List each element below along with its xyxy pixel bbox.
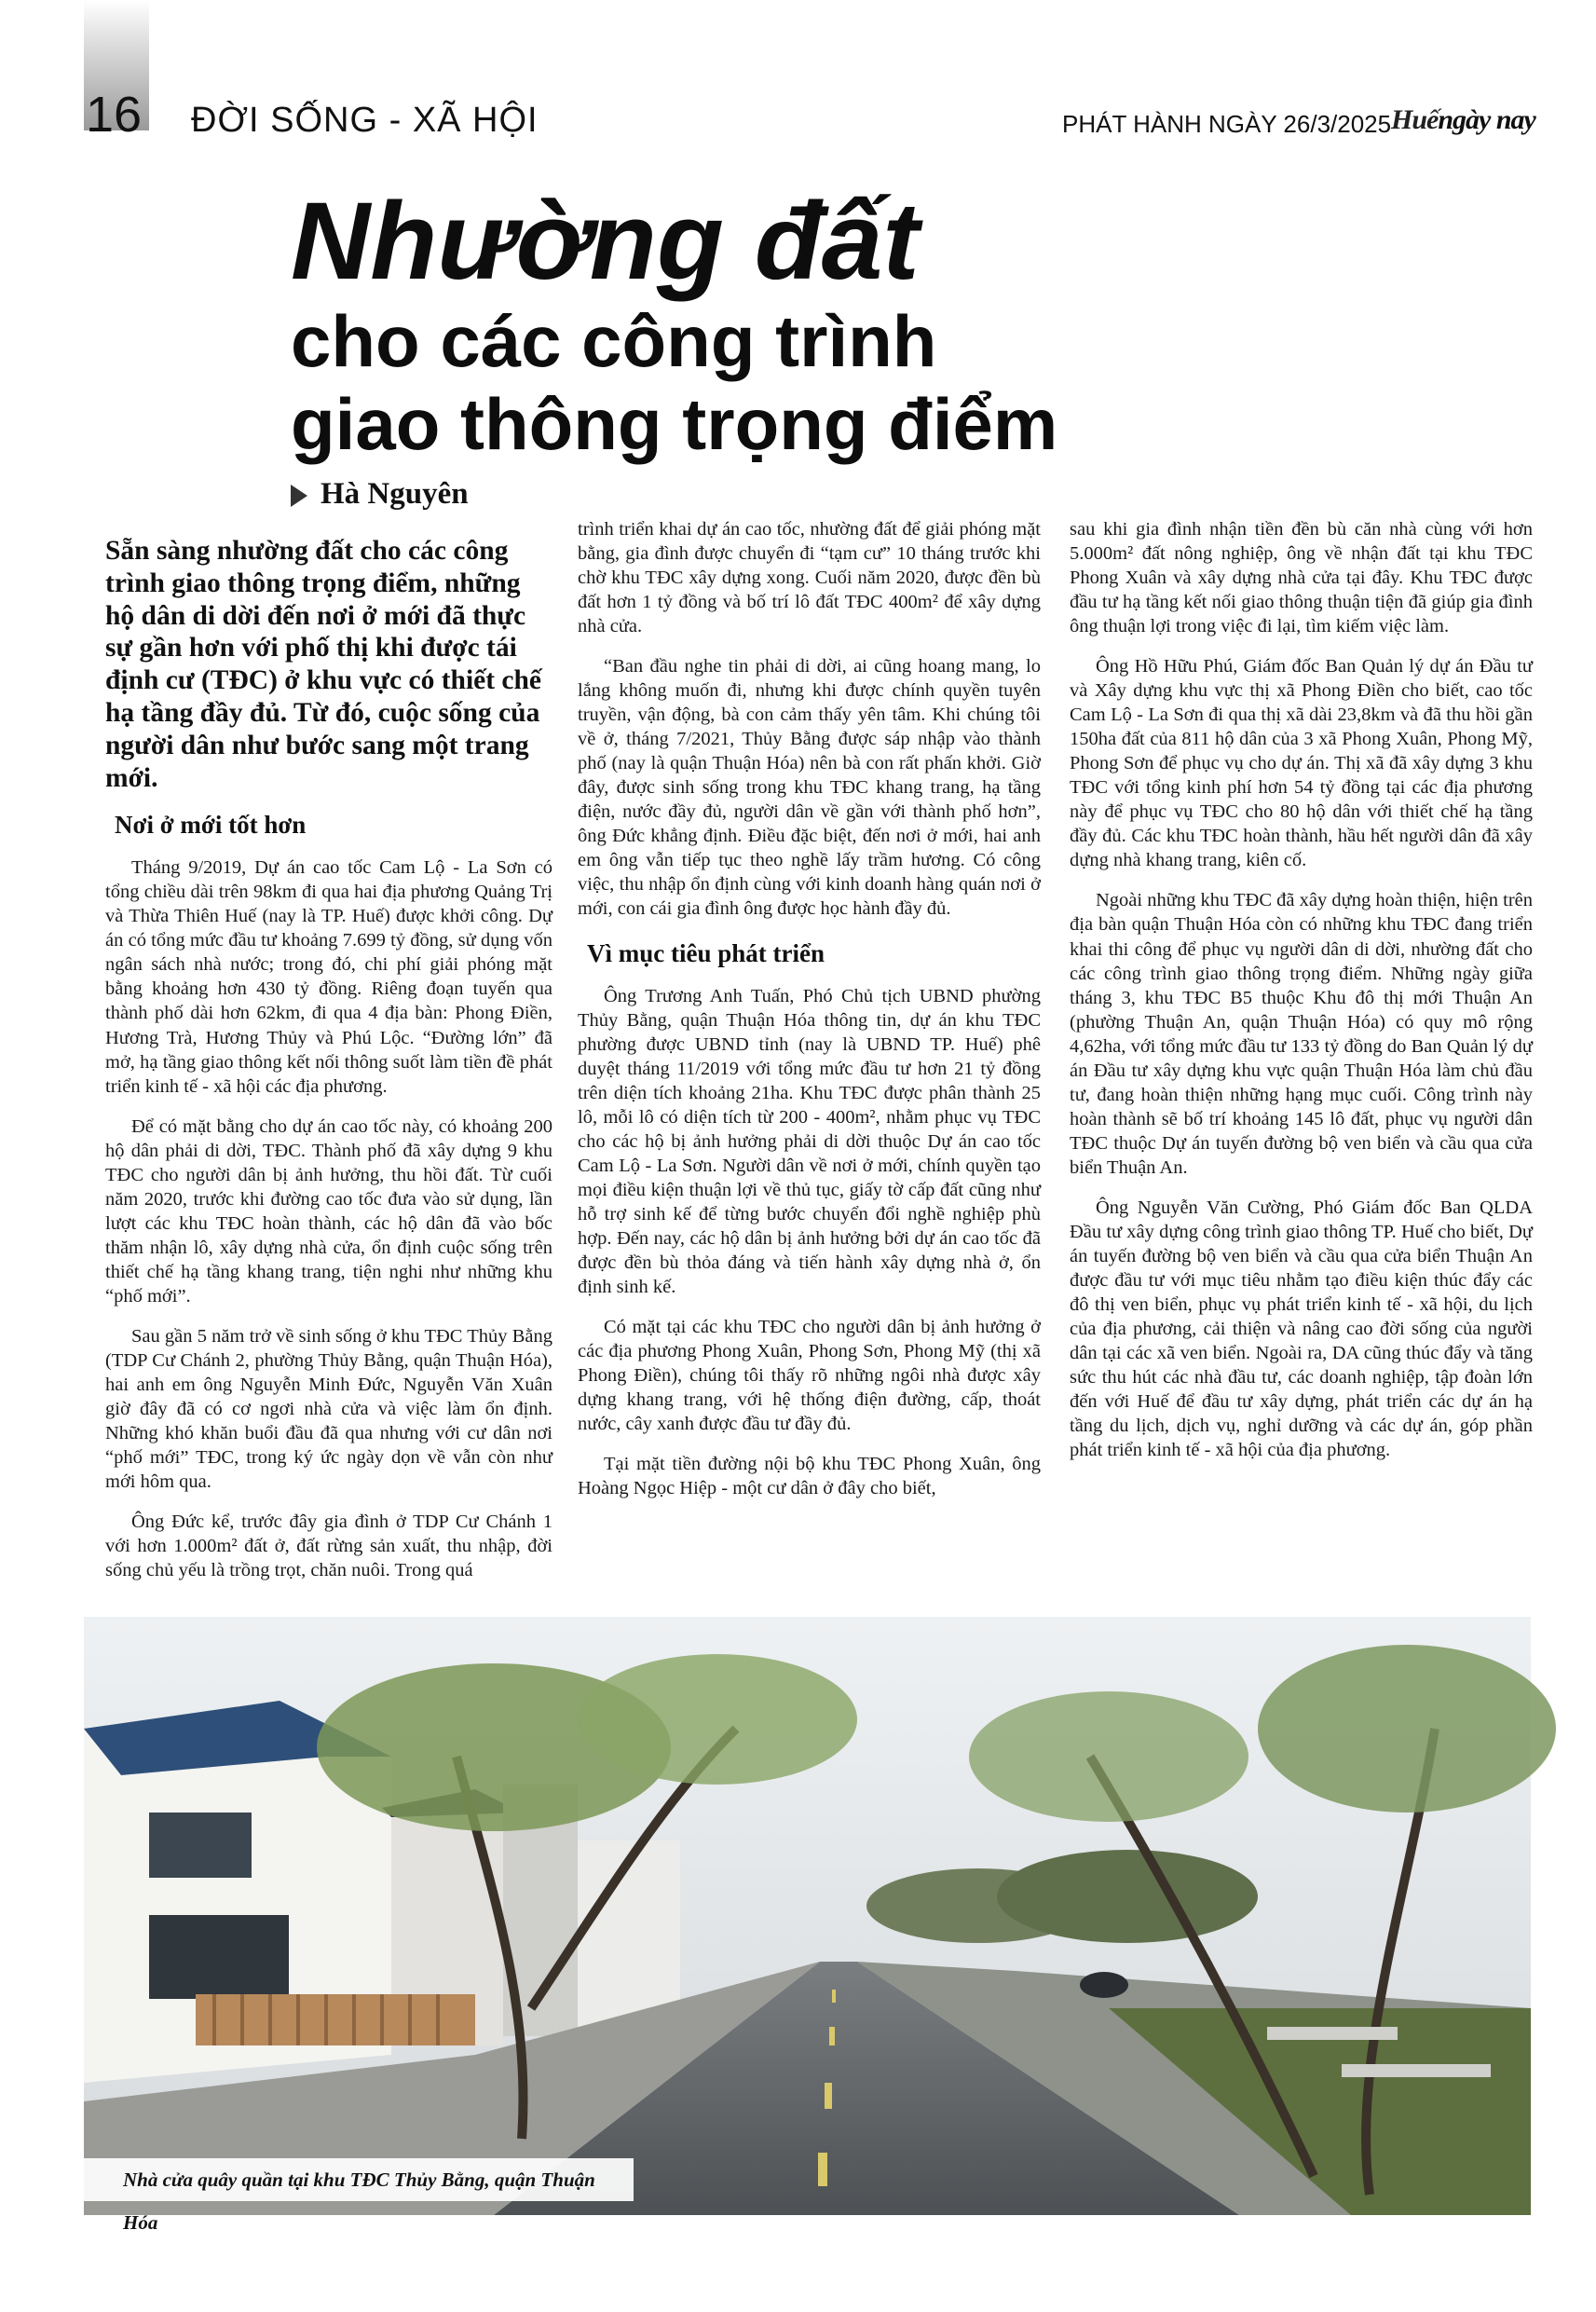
newspaper-logo [1391,104,1535,136]
paragraph: Ngoài những khu TĐC đã xây dựng hoàn thiện, hiện trên địa bàn quận Thuận Hóa còn có những khu TĐC đang triển khai thi công để phục vụ người dân di dời, nhường đất cho các công trình giao thông trọng điểm. Những ngày giữa tháng 3, khu TĐC B5 thuộc Khu đô thị mới Thuận An (phường Thuận An, quận Thuận Hóa) có quy mô rộng 4,62ha, với tổng mức đầu tư 133 tỷ đồng do Ban Quản lý dự án Đầu tư xây dựng khu vực quận Thuận Hóa làm chủ đầu tư, đang hoàn thiện những hạng mục cuối. Công trình này hoàn thành sẽ bố trí khoảng 145 lô đất, phục vụ người dân TĐC thuộc Dự án tuyến đường bộ ven biển và cầu qua cửa biển Thuận An. [1070,890,1533,1178]
logo-part-left: Huế [1391,104,1439,135]
paragraph: Để có mặt bằng cho dự án cao tốc này, có khoảng 200 hộ dân phải di dời, TĐC. Thành phố đã xây dựng 9 khu TĐC cho người dân bị ảnh hưởng, thu hồi đất. Từ cuối năm 2020, trước khi đường cao tốc đưa vào sử dụng, lần lượt các khu TĐC hoàn thành, các hộ dân đã vào bốc thăm nhận lô, xây dựng nhà cửa, ổn định cuộc sống trên thiết chế hạ tầng khang trang, tiện nghi như những khu “phố mới”. [105,1115,552,1306]
logo-part-right: ngày nay [1438,104,1535,135]
street-scene-illustration [84,1617,1531,2215]
paragraph: trình triển khai dự án cao tốc, nhường đất để giải phóng mặt bằng, gia đình được chuyển đi “tạm cư” 10 tháng trước khi chờ khu TĐC xây dựng xong. Cuối năm 2020, được đền bù đất hơn 1 tỷ đồng và bố trí lô đất TĐC 400m² để xây dựng nhà cửa. [578,519,1041,637]
paragraph: Ông Hồ Hữu Phú, Giám đốc Ban Quản lý dự án Đầu tư và Xây dựng khu vực thị xã Phong Điền cho biết, cao tốc Cam Lộ - La Sơn đi qua thị xã dài 23,8km và đã thu hồi gần 150ha đất của 811 hộ dân của 3 xã Phong Xuân, Phong Mỹ, Phong Sơn để phục vụ cho dự án. Thị xã đã xây dựng 3 khu TĐC với tổng kinh phí hơn 54 tỷ đồng tại các địa phương này để phục vụ TĐC cho 80 hộ dân với thiết chế hạ tầng đầy đủ. Các khu TĐC hoàn thành, hầu hết người dân đã xây dựng nhà khang trang, kiên cố. [1070,656,1533,871]
article-subtitle [291,300,1316,466]
column-3 [1070,517,1533,1478]
column-1 [105,809,552,1598]
section-label: ĐỜI SỐNG - XÃ HỘI [191,101,539,140]
publish-date: PHÁT HÀNH NGÀY 26/3/2025 [1062,110,1392,138]
photo-caption: Nhà cửa quây quần tại khu TĐC Thủy Bằng, quận Thuận Hóa [84,2158,634,2201]
subheading-new-home: Nơi ở mới tốt hơn [115,811,307,839]
subheading-development: Vì mục tiêu phát triển [587,938,825,967]
article-title: Nhường đất [291,180,920,303]
subtitle-line-2: giao thông trọng điểm [291,382,1058,465]
paragraph: Sau gần 5 năm trở về sinh sống ở khu TĐC Thủy Bằng (TDP Cư Chánh 2, phường Thủy Bằng, quận Thuận Hóa), hai anh em ông Nguyễn Minh Đức, Nguyễn Văn Xuân giờ đây đã có cơ ngơi nhà cửa và việc làm ổn định. Những khó khăn buổi đầu đã qua nhưng với cư dân nơi “phố mới” TĐC, trong ký ức ngày dọn về vẫn còn như mới hôm qua. [105,1325,552,1493]
paragraph: Tại mặt tiền đường nội bộ khu TĐC Phong Xuân, ông Hoàng Ngọc Hiệp - một cư dân ở đây cho biết, [578,1454,1041,1499]
author-name: Hà Nguyên [321,477,469,511]
page-number: 16 [86,87,143,143]
subtitle-line-1: cho các công trình [291,300,937,382]
paragraph: Tháng 9/2019, Dự án cao tốc Cam Lộ - La Sơn có tổng chiều dài trên 98km đi qua hai địa phương Quảng Trị và Thừa Thiên Huế (nay là TP. Huế) được khởi công. Dự án có tổng mức đầu tư khoảng 7.699 tỷ đồng, sử dụng vốn ngân sách nhà nước; trong đó, chi phí giải phóng mặt bằng khoảng hơn 430 tỷ đồng. Riêng đoạn tuyến qua thành phố dài hơn 62km, đi qua 4 địa bàn: Phong Điền, Hương Trà, Hương Thủy và Phú Lộc. “Đường lớn” đã mở, hạ tầng giao thông kết nối thông suốt làm tiền đề phát triển kinh tế - xã hội các địa phương. [105,857,552,1097]
byline [291,477,469,512]
play-triangle-icon [291,485,307,507]
paragraph: Ông Đức kể, trước đây gia đình ở TDP Cư Chánh 1 với hơn 1.000m² đất ở, đất rừng sản xuất, thu nhập, đời sống chủ yếu là trồng trọt, chăn nuôi. Trong quá [105,1512,552,1581]
paragraph: “Ban đầu nghe tin phải di dời, ai cũng hoang mang, lo lắng không muốn đi, nhưng khi được chính quyền tuyên truyền, vận động, bà con cảm thấy yên tâm. Khi chúng tôi về ở, tháng 7/2021, Thủy Bằng được sáp nhập vào thành phố (nay là quận Thuận Hóa) nên bà con rất phấn khởi. Giờ đây, được sinh sống trong khu TĐC khang trang, hạ tầng điện, nước đầy đủ, người dân về gần với thành phố hơn”, ông Đức khẳng định. Điều đặc biệt, đến nơi ở mới, hai anh em ông vẫn tiếp tục theo nghề lấy trầm hương. Có công việc, thu nhập ổn định cùng với kinh doanh hàng quán nơi ở mới, con cái gia đình ông được học hành đầy đủ. [578,656,1041,920]
column-2 [578,517,1041,1516]
paragraph: Ông Trương Anh Tuấn, Phó Chủ tịch UBND phường Thủy Bằng, quận Thuận Hóa thông tin, dự án khu TĐC phường được UBND tỉnh (nay là UBND TP. Huế) phê duyệt tháng 11/2019 với tổng mức đầu tư hơn 21 tỷ đồng trên diện tích khoảng 21ha. Khu TĐC được phân thành 25 lô, mỗi lô có diện tích từ 200 - 400m², nhằm phục vụ TĐC cho các hộ bị ảnh hưởng phải di dời thuộc Dự án cao tốc Cam Lộ - La Sơn. Người dân về nơi ở mới, chính quyền tạo mọi điều kiện thuận lợi về thủ tục, giấy tờ cấp đất cũng như hỗ trợ sinh kế để từng bước chuyển đổi nghề nghiệp phù hợp. Đến nay, các hộ dân bị ảnh hưởng bởi dự án cao tốc đã được đền bù thỏa đáng và tiến hành xây dựng nhà ở, ổn định sinh kế. [578,985,1041,1298]
paragraph: Ông Nguyễn Văn Cường, Phó Giám đốc Ban QLDA Đầu tư xây dựng công trình giao thông TP. Huế cho biết, Dự án tuyến đường bộ ven biển và cầu qua cửa biển Thuận An được đầu tư với mục tiêu nhằm tạo điều kiện thúc đẩy các đô thị ven biển, phục vụ phát triển kinh tế - xã hội, du lịch của địa phương, cải thiện và nâng cao đời sống của người dân tại các xã ven biển. Ngoài ra, DA cũng thúc đẩy và tăng sức thu hút các nhà đầu tư, các doanh nghiệp, tập đoàn lớn đến với Huế để đầu tư xây dựng, phát triển các dự án hạ tầng du lịch, dịch vụ, nghỉ dưỡng và các dự án, góp phần phát triển kinh tế - xã hội của địa phương. [1070,1197,1533,1461]
street-photo [84,1617,1531,2234]
paragraph: sau khi gia đình nhận tiền đền bù căn nhà cùng với hơn 5.000m² đất nông nghiệp, ông về nhận đất tại khu TĐC Phong Xuân và xây dựng nhà cửa tại đây. Khu TĐC được đầu tư hạ tầng kết nối giao thông thuận tiện đã giúp gia đình ông thuận lợi trong việc đi lại, tìm kiếm việc làm. [1070,519,1533,637]
paragraph: Có mặt tại các khu TĐC cho người dân bị ảnh hưởng ở các địa phương Phong Xuân, Phong Sơn, Phong Mỹ (thị xã Phong Điền), chúng tôi thấy rõ những ngôi nhà được xây dựng khang trang, với hệ thống điện đường, cấp, thoát nước, cây xanh được đầu tư đầy đủ. [578,1317,1041,1435]
lead-paragraph: Sẵn sàng nhường đất cho các công trình giao thông trọng điểm, những hộ dân di dời đến nơi ở mới đã thực sự gần hơn với phố thị khi được tái định cư (TĐC) ở khu vực có thiết chế hạ tầng đầy đủ. Từ đó, cuộc sống của người dân như bước sang một trang mới. [105,536,542,793]
